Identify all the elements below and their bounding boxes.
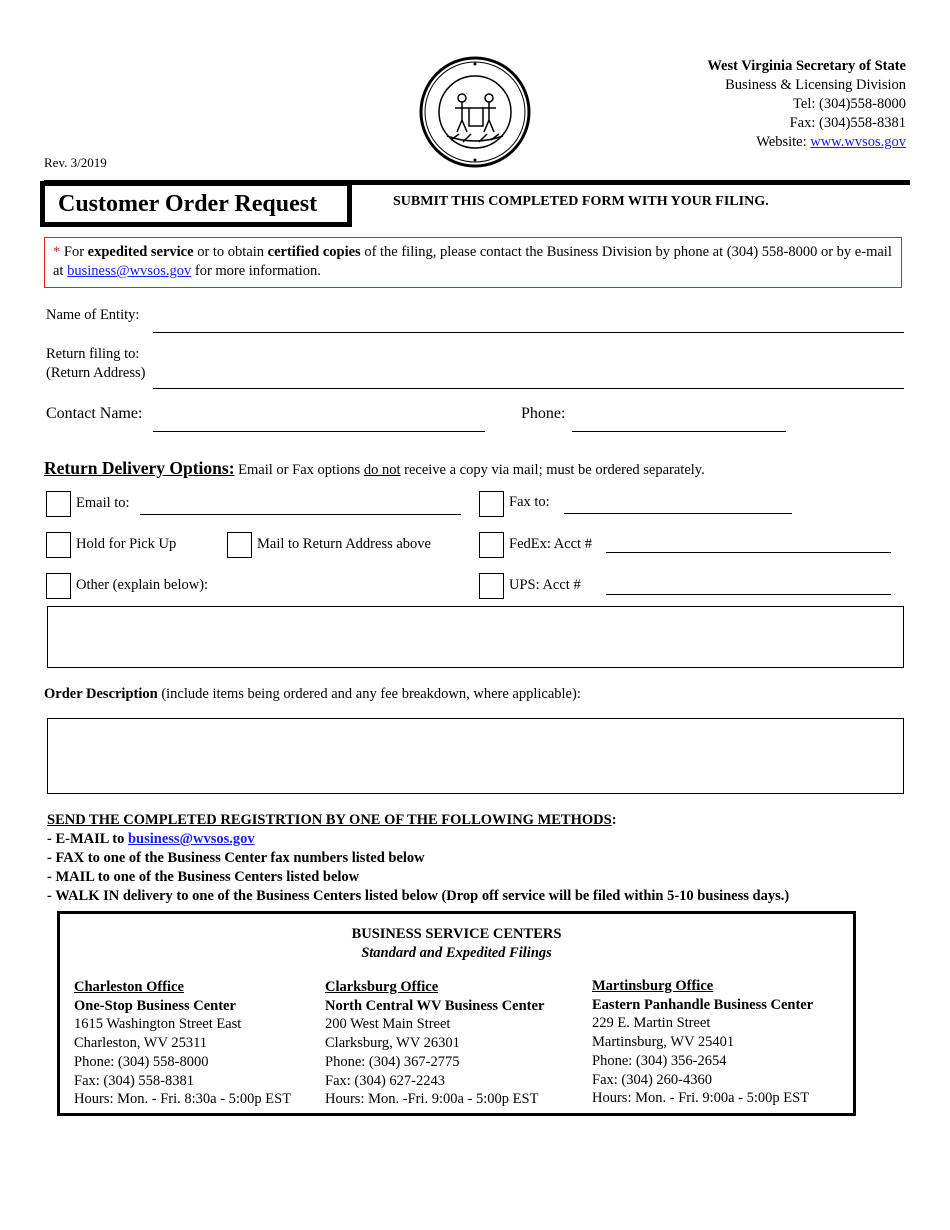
agency-website: Website: www.wvsos.gov <box>756 134 906 150</box>
office-city: Martinsburg, WV 25401 <box>592 1034 735 1051</box>
send-method-email: - E-MAIL to business@wvsos.gov <box>47 831 255 847</box>
mail-return-label: Mail to Return Address above <box>257 536 431 552</box>
pickup-label: Hold for Pick Up <box>76 536 177 552</box>
website-link[interactable]: www.wvsos.gov <box>810 134 906 150</box>
office-charleston <box>74 978 291 1109</box>
ups-account-field[interactable] <box>606 594 891 595</box>
notice-asterisk: * <box>53 244 61 260</box>
office-fax: Fax: (304) 558-8381 <box>74 1072 195 1089</box>
agency-division: Business & Licensing Division <box>725 77 906 93</box>
expedited-notice: * For expedited service or to obtain certified copies of the filing, please contact the Business Division by phone at (304) 558-8000 or by e-mail at business@wvsos.gov for more information. <box>44 237 902 288</box>
office-hours: Hours: Mon. -Fri. 9:00a - 5:00p EST <box>325 1091 539 1108</box>
agency-tel: Tel: (304)558-8000 <box>793 96 906 112</box>
entity-label: Name of Entity: <box>46 307 140 323</box>
ups-label: UPS: Acct # <box>509 577 581 593</box>
other-label: Other (explain below): <box>76 577 209 593</box>
fax-checkbox[interactable] <box>479 491 504 517</box>
notice-email-link[interactable]: business@wvsos.gov <box>67 263 192 279</box>
business-centers-box <box>57 911 856 1116</box>
order-description-label: Order Description (include items being ordered and any fee breakdown, where applicable): <box>44 686 581 702</box>
send-method-walkin: - WALK IN delivery to one of the Business Centers listed below (Drop off service will be filed within 5-10 business days.) <box>47 888 790 904</box>
return-label-2: (Return Address) <box>46 365 146 381</box>
centers-heading <box>60 925 853 963</box>
office-street: 200 West Main Street <box>325 1016 451 1033</box>
centers-title: BUSINESS SERVICE CENTERS <box>351 926 562 942</box>
office-fax: Fax: (304) 627-2243 <box>325 1072 446 1089</box>
office-street: 1615 Washington Street East <box>74 1016 242 1033</box>
send-methods-heading: SEND THE COMPLETED REGISTRTION BY ONE OF THE FOLLOWING METHODS: <box>47 812 617 828</box>
email-checkbox[interactable] <box>46 491 71 517</box>
office-name: Charleston Office <box>74 979 184 995</box>
send-method-fax: - FAX to one of the Business Center fax numbers listed below <box>47 850 425 866</box>
contact-name-field[interactable] <box>153 431 485 432</box>
fax-field[interactable] <box>564 513 792 514</box>
fedex-account-field[interactable] <box>606 552 891 553</box>
office-center: One-Stop Business Center <box>74 997 236 1014</box>
return-label-1: Return filing to: <box>46 346 140 362</box>
agency-header <box>707 57 906 152</box>
office-martinsburg <box>592 977 813 1108</box>
agency-fax: Fax: (304)558-8381 <box>789 115 906 131</box>
page-title: Customer Order Request <box>40 181 352 227</box>
order-description-textarea[interactable] <box>47 718 904 794</box>
fedex-label: FedEx: Acct # <box>509 536 592 552</box>
office-name: Martinsburg Office <box>592 978 714 994</box>
office-center: Eastern Panhandle Business Center <box>592 996 814 1013</box>
office-street: 229 E. Martin Street <box>592 1015 711 1032</box>
ups-checkbox[interactable] <box>479 573 504 599</box>
fedex-checkbox[interactable] <box>479 532 504 558</box>
delivery-options-heading: Return Delivery Options: Email or Fax options do not receive a copy via mail; must be ordered separately. <box>44 458 705 478</box>
other-explain-textarea[interactable] <box>47 606 904 668</box>
phone-label: Phone: <box>521 405 566 422</box>
send-methods <box>47 811 789 906</box>
send-method-mail: - MAIL to one of the Business Centers listed below <box>47 869 360 885</box>
state-seal-icon <box>419 56 531 168</box>
office-phone: Phone: (304) 558-8000 <box>74 1053 209 1070</box>
pickup-checkbox[interactable] <box>46 532 71 558</box>
office-phone: Phone: (304) 367-2775 <box>325 1053 460 1070</box>
entity-name-field[interactable] <box>153 332 904 333</box>
office-hours: Hours: Mon. - Fri. 9:00a - 5:00p EST <box>592 1090 810 1107</box>
return-address-field[interactable] <box>153 388 904 389</box>
submit-note: SUBMIT THIS COMPLETED FORM WITH YOUR FILING. <box>393 194 769 209</box>
office-city: Charleston, WV 25311 <box>74 1035 208 1052</box>
email-field[interactable] <box>140 514 461 515</box>
office-clarksburg <box>325 978 544 1109</box>
contact-name-label: Contact Name: <box>46 405 143 422</box>
office-hours: Hours: Mon. - Fri. 8:30a - 5:00p EST <box>74 1091 292 1108</box>
email-label: Email to: <box>76 495 130 511</box>
revision-label: Rev. 3/2019 <box>44 155 107 170</box>
phone-field[interactable] <box>572 431 786 432</box>
agency-name: West Virginia Secretary of State <box>707 58 906 74</box>
fax-label: Fax to: <box>509 494 550 510</box>
office-fax: Fax: (304) 260-4360 <box>592 1071 713 1088</box>
office-name: Clarksburg Office <box>325 979 439 995</box>
office-phone: Phone: (304) 356-2654 <box>592 1052 727 1069</box>
centers-subtitle: Standard and Expedited Filings <box>361 945 552 961</box>
office-center: North Central WV Business Center <box>325 997 545 1014</box>
mail-return-checkbox[interactable] <box>227 532 252 558</box>
office-city: Clarksburg, WV 26301 <box>325 1035 460 1052</box>
other-checkbox[interactable] <box>46 573 71 599</box>
send-email-link[interactable]: business@wvsos.gov <box>127 831 255 847</box>
